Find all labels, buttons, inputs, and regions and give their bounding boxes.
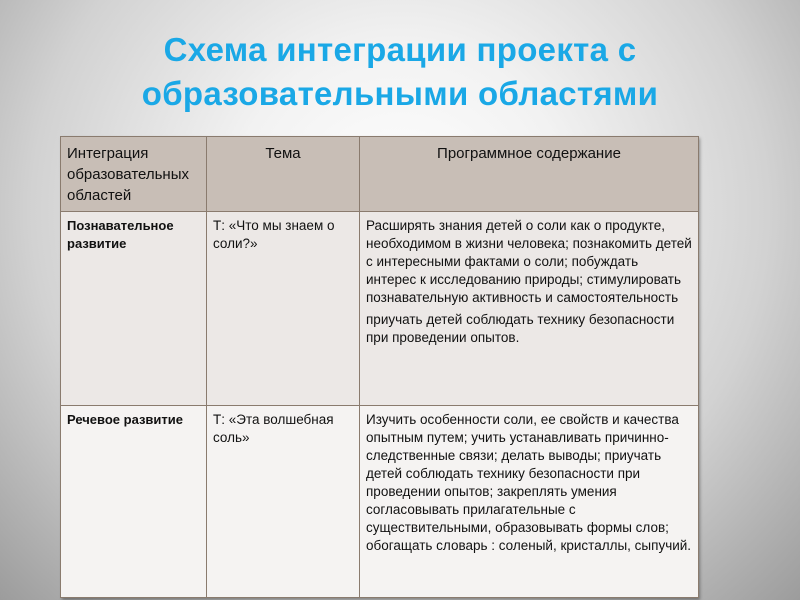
table-row xyxy=(61,406,699,598)
table-header-row xyxy=(61,137,699,212)
table-row xyxy=(61,212,699,406)
integration-table xyxy=(60,136,698,598)
cell-content xyxy=(360,212,699,406)
content-paragraph: Расширять знания детей о соли как о продукте, необходимом в жизни человека; познакомить детей с интересными фактами о соли; побуждать интерес к исследованию природы; стимулировать познавательную активность и самостоятельность xyxy=(366,218,692,305)
header-program-content: Программное содержание xyxy=(360,137,699,212)
integration-table-grid xyxy=(60,136,699,598)
page-title-line-1: Схема интеграции проекта с xyxy=(163,31,637,68)
content-paragraph: Изучить особенности соли, ее свойств и качества опытным путем; учить устанавливать причинно-следственные связи; делать выводы; приучать детей соблюдать технику безопасности при проведении опытов; закреплять умения согласовывать прилагательные с существительными, образовывать формы слов; обогащать словарь : соленый, кристаллы, сыпучий. xyxy=(366,412,692,553)
cell-theme: Т: «Эта волшебная соль» xyxy=(207,406,360,598)
cell-theme: Т: «Что мы знаем о соли?» xyxy=(207,212,360,406)
page-title xyxy=(40,28,760,116)
header-theme: Тема xyxy=(207,137,360,212)
cell-area: Речевое развитие xyxy=(61,406,207,598)
page-title-line-2: образовательными областями xyxy=(141,75,659,112)
cell-area: Познавательное развитие xyxy=(61,212,207,406)
header-integration-areas: Интеграция образовательных областей xyxy=(61,137,207,212)
cell-content xyxy=(360,406,699,598)
content-paragraph: приучать детей соблюдать технику безопасности при проведении опытов. xyxy=(366,312,675,345)
